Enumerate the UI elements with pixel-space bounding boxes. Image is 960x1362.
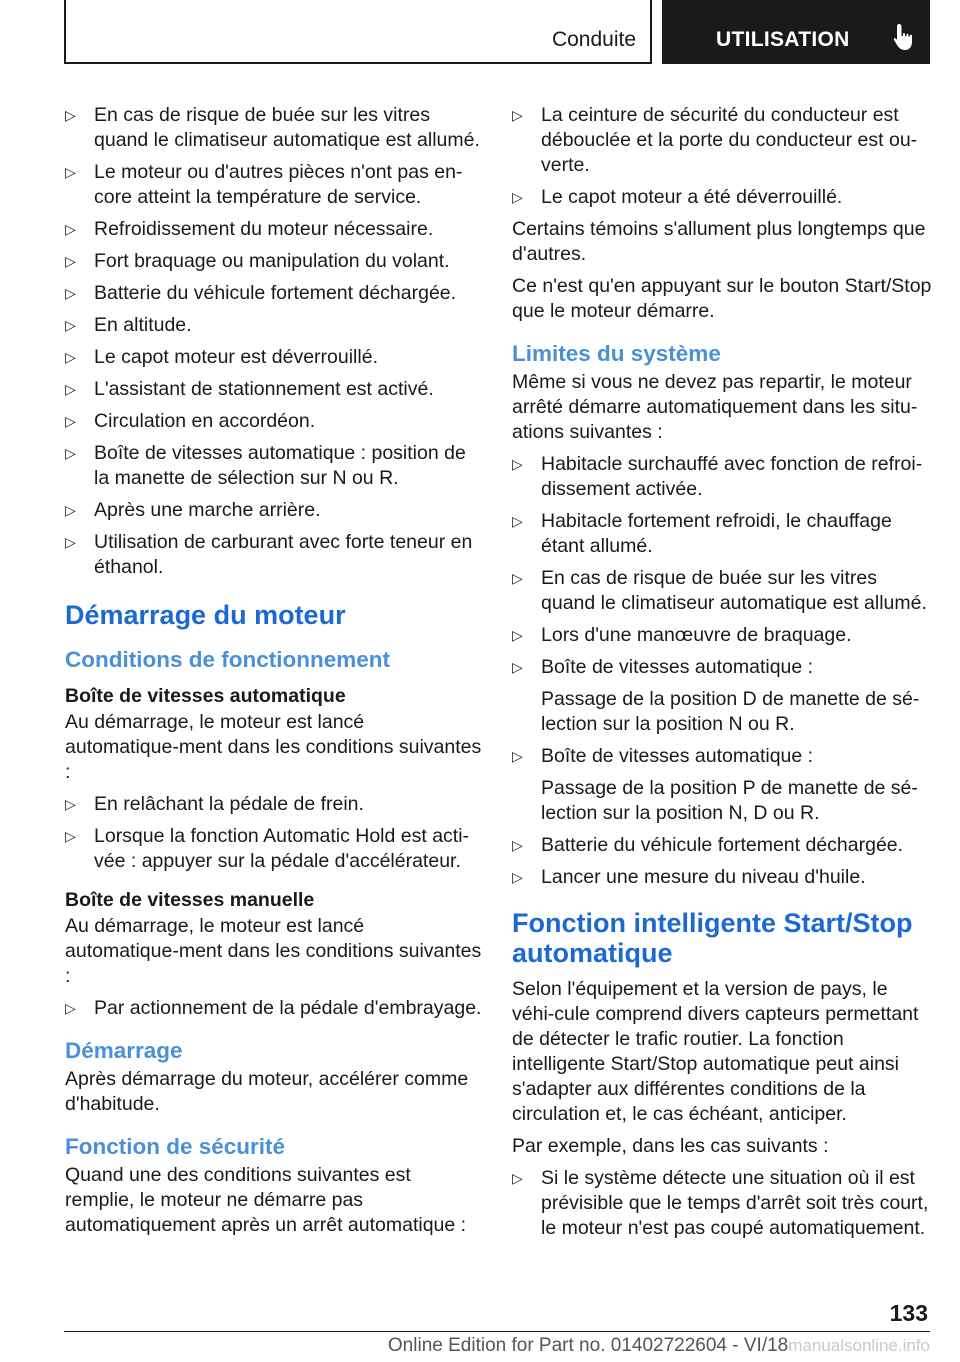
list-item: ▷ En cas de risque de buée sur les vitres quand le climatiseur automatique est allumé.: [512, 567, 927, 614]
triangle-bullet-icon: ▷: [512, 456, 523, 472]
triangle-bullet-icon: ▷: [512, 513, 523, 529]
triangle-bullet-icon: ▷: [512, 570, 523, 586]
heading-securite: Fonction de sécurité: [65, 1134, 286, 1159]
list-item: ▷ Lancer une mesure du niveau d'huile.: [512, 866, 866, 888]
hand-pointer-icon: [892, 22, 918, 52]
list-item: ▷ Refroidissement du moteur nécessaire.: [65, 218, 434, 240]
triangle-bullet-icon: ▷: [512, 659, 523, 675]
header-section-box: [64, 0, 652, 64]
heading-demarrage-moteur: Démarrage du moteur: [65, 600, 346, 630]
heading-limites: Limites du système: [512, 341, 721, 366]
paragraph: Au démarrage, le moteur est lancé automatique-ment dans les conditions suivantes :: [65, 711, 482, 783]
list-item: ▷ Batterie du véhicule fortement déchargée.: [512, 834, 904, 856]
left-column: [65, 103, 483, 1245]
list-item: ▷ Le moteur ou d'autres pièces n'ont pas en-core atteint la température de service.: [65, 161, 463, 208]
triangle-bullet-icon: ▷: [65, 534, 76, 550]
triangle-bullet-icon: ▷: [65, 317, 76, 333]
heading-demarrage: Démarrage: [65, 1038, 183, 1063]
footer-divider: [64, 1331, 930, 1332]
list-item: ▷ Lorsque la fonction Automatic Hold est acti-vée : appuyer sur la pédale d'accélérateur.: [65, 825, 470, 872]
list-item: ▷ Boîte de vitesses automatique :: [512, 656, 814, 678]
edition-line: Online Edition for Part no. 01402722604 - VI/18manualsonline.info: [387, 1335, 930, 1356]
triangle-bullet-icon: ▷: [65, 413, 76, 429]
heading-boite-auto: Boîte de vitesses automatique: [65, 685, 346, 707]
list-item: ▷ Boîte de vitesses automatique : position de la manette de sélection sur N ou R.: [65, 442, 466, 489]
page-number: 133: [889, 1300, 928, 1326]
list-item: ▷ Circulation en accordéon.: [65, 410, 316, 432]
triangle-bullet-icon: ▷: [65, 107, 76, 123]
triangle-bullet-icon: ▷: [65, 828, 76, 844]
triangle-bullet-icon: ▷: [512, 1170, 523, 1186]
paragraph: Au démarrage, le moteur est lancé automatique-ment dans les conditions suivantes :: [65, 915, 482, 987]
bullet-list-conditions: [65, 103, 483, 580]
paragraph: Ce n'est qu'en appuyant sur le bouton Start/Stop que le moteur démarre.: [512, 275, 932, 322]
list-item: ▷ Utilisation de carburant avec forte teneur en éthanol.: [65, 531, 473, 578]
page-header: [64, 0, 930, 64]
list-item: ▷ L'assistant de stationnement est activé.: [65, 378, 434, 400]
heading-conditions: Conditions de fonctionnement: [65, 647, 390, 672]
paragraph: Par exemple, dans les cas suivants :: [512, 1135, 829, 1157]
triangle-bullet-icon: ▷: [512, 189, 523, 205]
triangle-bullet-icon: ▷: [65, 285, 76, 301]
triangle-bullet-icon: ▷: [65, 221, 76, 237]
triangle-bullet-icon: ▷: [512, 627, 523, 643]
paragraph: Même si vous ne devez pas repartir, le moteur arrêté démarre automatiquement dans les situ-ations suivantes :: [512, 371, 918, 443]
watermark: manualsonline.info: [788, 1336, 930, 1355]
list-item: ▷ Le capot moteur a été déverrouillé.: [512, 186, 843, 208]
paragraph: Certains témoins s'allument plus longtemps que d'autres.: [512, 218, 926, 265]
header-chapter-box: [662, 0, 930, 64]
triangle-bullet-icon: ▷: [512, 107, 523, 123]
triangle-bullet-icon: ▷: [512, 837, 523, 853]
triangle-bullet-icon: ▷: [65, 164, 76, 180]
triangle-bullet-icon: ▷: [65, 253, 76, 269]
list-item: ▷ En relâchant la pédale de frein.: [65, 793, 364, 815]
triangle-bullet-icon: ▷: [512, 869, 523, 885]
list-item: ▷ Habitacle surchauffé avec fonction de refroi-dissement activée.: [512, 453, 923, 500]
triangle-bullet-icon: ▷: [512, 748, 523, 764]
list-item: ▷ Habitacle fortement refroidi, le chauffage étant allumé.: [512, 510, 892, 557]
right-column: [512, 103, 932, 1248]
heading-start-stop: Fonction intelligente Start/Stop automatique: [512, 908, 913, 968]
list-item: ▷ Par actionnement de la pédale d'embrayage.: [65, 997, 482, 1019]
triangle-bullet-icon: ▷: [65, 445, 76, 461]
paragraph: Après démarrage du moteur, accélérer comme d'habitude.: [65, 1068, 469, 1115]
triangle-bullet-icon: ▷: [65, 349, 76, 365]
list-item-detail: Passage de la position D de manette de sé-lection sur la position N ou R.: [541, 688, 920, 735]
list-item: ▷ En cas de risque de buée sur les vitres quand le climatiseur automatique est allumé.: [65, 104, 480, 151]
triangle-bullet-icon: ▷: [65, 1000, 76, 1016]
list-item: ▷ La ceinture de sécurité du conducteur est débouclée et la porte du conducteur est ou-verte.: [512, 104, 918, 176]
list-item: ▷ Si le système détecte une situation où il est prévisible que le temps d'arrêt soit très court, le moteur n'est pas coupé automatiquement.: [512, 1167, 929, 1239]
list-item: ▷ Batterie du véhicule fortement déchargée.: [65, 282, 457, 304]
list-item: ▷ En altitude.: [65, 314, 192, 336]
triangle-bullet-icon: ▷: [65, 381, 76, 397]
list-item-detail: Passage de la position P de manette de sé-lection sur la position N, D ou R.: [541, 777, 918, 824]
list-item: ▷ Lors d'une manœuvre de braquage.: [512, 624, 852, 646]
list-item: ▷ Boîte de vitesses automatique :: [512, 745, 814, 767]
triangle-bullet-icon: ▷: [65, 502, 76, 518]
list-item: ▷ Le capot moteur est déverrouillé.: [65, 346, 378, 368]
header-chapter-label: UTILISATION: [716, 28, 850, 51]
paragraph: Selon l'équipement et la version de pays, le véhi-cule comprend divers capteurs permettant de détecter le trafic routier. La fonction intelligente Start/Stop automatique peut ainsi s'adapter aux différentes conditions de la circulation et, le cas échéant, anticiper.: [512, 978, 919, 1125]
list-item: ▷ Fort braquage ou manipulation du volant.: [65, 250, 450, 272]
heading-boite-manuelle: Boîte de vitesses manuelle: [65, 889, 315, 911]
list-item: ▷ Après une marche arrière.: [65, 499, 321, 521]
paragraph: Quand une des conditions suivantes est remplie, le moteur ne démarre pas automatiquement après un arrêt automatique :: [65, 1164, 467, 1236]
header-section-label: Conduite: [551, 28, 636, 51]
triangle-bullet-icon: ▷: [65, 796, 76, 812]
